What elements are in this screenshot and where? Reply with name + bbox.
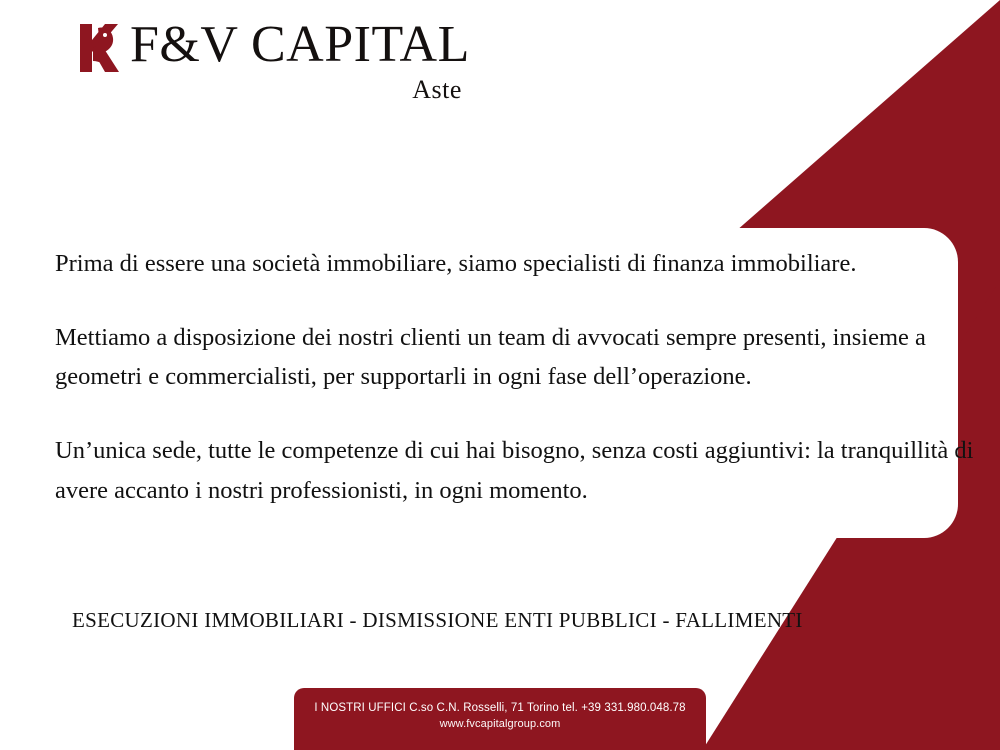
paragraph-3: Un’unica sede, tutte le competenze di cui hai bisogno, senza costi aggiuntivi: la tranquillità di avere accanto i nostri professionisti, in ogni momento. xyxy=(55,437,974,504)
services-tagline: ESECUZIONI IMMOBILIARI - DISMISSIONE ENTI PUBBLICI - FALLIMENTI xyxy=(72,608,803,632)
griffin-logo-icon xyxy=(72,18,124,78)
footer-website[interactable]: www.fvcapitalgroup.com xyxy=(439,718,561,731)
brand-header xyxy=(72,18,470,105)
footer-address: I NOSTRI UFFICI C.so C.N. Rosselli, 71 Torino tel. +39 331.980.048.78 xyxy=(314,702,686,714)
paragraph-2: Mettiamo a disposizione dei nostri clienti un team di avvocati sempre presenti, insieme a geometri e commercialisti, per supportarli in ogni fase dell’operazione. xyxy=(55,323,926,391)
brand-name: F&V CAPITAL xyxy=(130,16,470,73)
paragraph-1: Prima di essere una società immobiliare, siamo specialisti di finanza immobiliare. xyxy=(55,250,857,277)
body-paragraphs xyxy=(55,244,975,510)
brand-text-block xyxy=(130,18,470,105)
brand-subtitle: Aste xyxy=(412,74,462,104)
footer-contact-bar xyxy=(294,688,706,750)
